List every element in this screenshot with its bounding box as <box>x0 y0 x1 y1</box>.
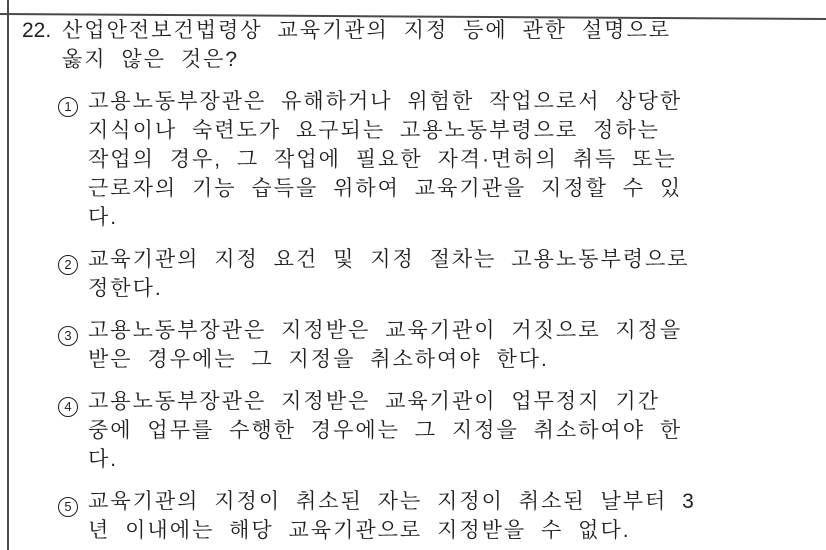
question-text-line: 산업안전보건법령상 교육기관의 지정 등에 관한 설명으로 <box>62 19 672 42</box>
option-number-circle: 4 <box>58 397 78 417</box>
question-text-line: 옳지 않은 것은? <box>62 48 240 71</box>
option-text-line: 교육기관의 지정 요건 및 지정 절차는 고용노동부령으로 <box>88 248 690 271</box>
option-number-circle: 3 <box>58 326 78 346</box>
option-marker-col <box>58 487 88 545</box>
question-header <box>22 16 818 74</box>
option-text-line: 고용노동부장관은 지정받은 교육기관이 거짓으로 지정을 <box>88 319 683 342</box>
option-item <box>58 316 818 374</box>
option-text <box>88 316 818 374</box>
option-marker-col <box>58 245 88 303</box>
option-text-line: 다. <box>88 206 119 229</box>
option-text-line: 년 이내에는 해당 교육기관으로 지정받을 수 없다. <box>88 519 631 542</box>
option-text-line: 고용노동부장관은 유해하거나 위험한 작업으로서 상당한 <box>88 90 683 113</box>
option-number-circle: 5 <box>58 497 78 517</box>
option-text-line: 교육기관의 지정이 취소된 자는 지정이 취소된 날부터 3 <box>88 490 696 513</box>
option-number-circle: 2 <box>58 255 78 275</box>
option-item <box>58 245 818 303</box>
option-text-line: 고용노동부장관은 지정받은 교육기관이 업무정지 기간 <box>88 390 660 413</box>
left-column-rule <box>7 0 9 550</box>
option-number-circle: 1 <box>58 97 78 117</box>
option-marker-col <box>58 87 88 232</box>
option-text-line: 지식이나 숙련도가 요구되는 고용노동부령으로 정하는 <box>88 119 660 142</box>
question-text <box>62 16 818 74</box>
option-text-line: 정한다. <box>88 277 163 300</box>
option-marker-col <box>58 316 88 374</box>
option-text-line: 근로자의 기능 습득을 위하여 교육기관을 지정할 수 있 <box>88 177 683 200</box>
option-text-line: 중에 업무를 수행한 경우에는 그 지정을 취소하여야 한 <box>88 419 683 442</box>
option-text <box>88 87 818 232</box>
option-item <box>58 87 818 232</box>
option-text-line: 작업의 경우, 그 작업에 필요한 자격·면허의 취득 또는 <box>88 148 677 171</box>
option-item <box>58 487 818 545</box>
option-text <box>88 487 818 545</box>
option-text-line: 다. <box>88 448 119 471</box>
option-text <box>88 245 818 303</box>
question-block <box>22 16 818 545</box>
option-text-line: 받은 경우에는 그 지정을 취소하여야 한다. <box>88 348 549 371</box>
option-item <box>58 387 818 474</box>
options-list <box>22 87 818 545</box>
option-marker-col <box>58 387 88 474</box>
option-text <box>88 387 818 474</box>
question-number: 22. <box>22 19 52 42</box>
